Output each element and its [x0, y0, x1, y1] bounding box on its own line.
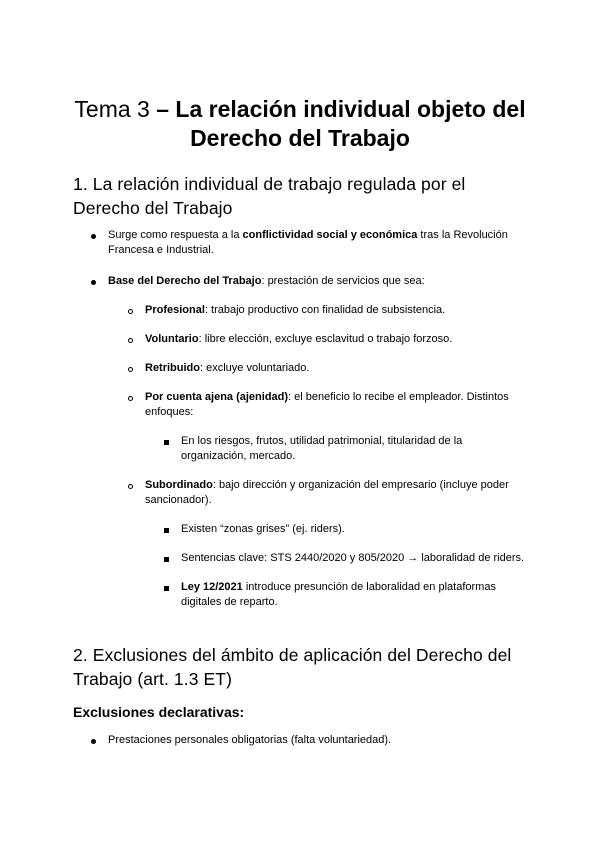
page-title — [60, 95, 540, 153]
title-number: Tema 3 — [74, 96, 150, 122]
list-item: Sentencias clave: STS 2440/2020 y 805/2020 → laboralidad de riders. — [181, 552, 525, 564]
list-item: Prestaciones personales obligatorias (falta voluntariedad). — [108, 734, 392, 746]
bullet-dot — [91, 234, 96, 239]
list-item: Profesional: trabajo productivo con finalidad de subsistencia. — [145, 304, 446, 316]
list-item: Surge como respuesta a la conflictividad social y económica tras la Revolución Francesa e Industrial. — [108, 229, 508, 256]
bullet-square — [164, 586, 169, 591]
bullet-circle — [128, 484, 133, 489]
bullet-circle — [128, 338, 133, 343]
list-item: Subordinado: bajo dirección y organización del empresario (incluye poder sancionador). — [145, 479, 509, 506]
bullet-square — [164, 440, 169, 445]
list-item: Retribuido: excluye voluntariado. — [145, 362, 310, 374]
list-item: En los riesgos, frutos, utilidad patrimonial, titularidad de la organización, mercado. — [181, 435, 463, 462]
bullet-circle — [128, 309, 133, 314]
bullet-square — [164, 557, 169, 562]
section-2-heading: 2. Exclusiones del ámbito de aplicación del Derecho del Trabajo (art. 1.3 ET) — [73, 645, 512, 689]
title-rest: – La relación individual objeto del Derecho del Trabajo — [156, 96, 526, 151]
bullet-circle — [128, 367, 133, 372]
section-1-heading: 1. La relación individual de trabajo regulada por el Derecho del Trabajo — [73, 174, 466, 218]
bullet-dot — [91, 739, 96, 744]
section-2-subheading: Exclusiones declarativas: — [73, 704, 245, 720]
list-item: Por cuenta ajena (ajenidad): el beneficio lo recibe el empleador. Distintos enfoques: — [145, 391, 509, 418]
bullet-dot — [91, 280, 96, 285]
list-item: Ley 12/2021 introduce presunción de laboralidad en plataformas digitales de reparto. — [181, 581, 496, 608]
list-item: Existen “zonas grises” (ej. riders). — [181, 523, 345, 535]
bullet-circle — [128, 396, 133, 401]
bullet-square — [164, 528, 169, 533]
list-item: Voluntario: libre elección, excluye esclavitud o trabajo forzoso. — [145, 333, 453, 345]
list-item: Base del Derecho del Trabajo: prestación de servicios que sea: — [108, 275, 425, 287]
